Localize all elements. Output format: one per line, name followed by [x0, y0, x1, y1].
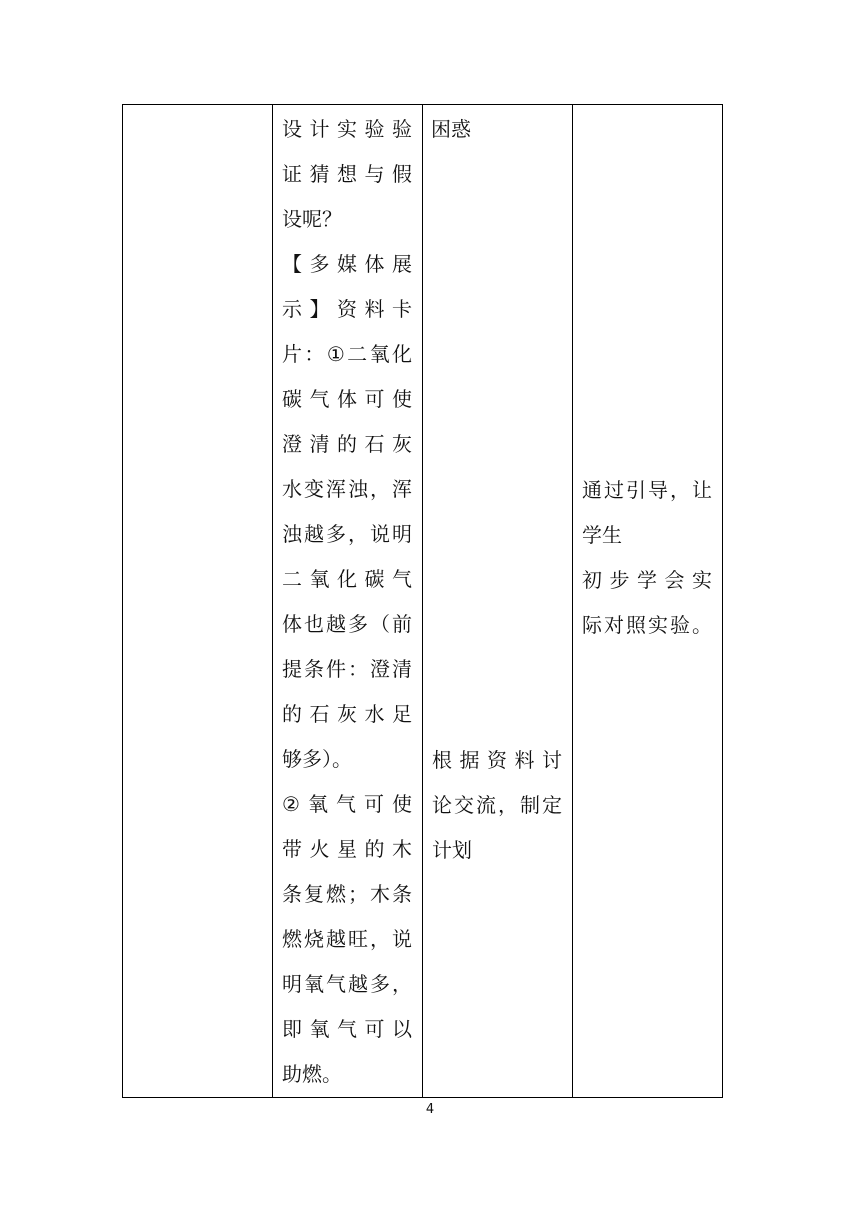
text-line: 体也越多（前 [282, 612, 412, 636]
table-cell-teacher-activity [273, 105, 423, 1098]
text-line: 计划 [432, 838, 472, 862]
text-line: 助燃。 [282, 1062, 342, 1086]
text-line: 设计实验验 [282, 117, 412, 141]
text-line: 够多）。 [282, 747, 352, 771]
text-line: 设呢？ [282, 207, 342, 231]
text-line: ②氧气可使 [282, 792, 412, 816]
text-line: 片：①二氧化 [282, 342, 412, 366]
text-line: 二氧化碳气 [282, 567, 412, 591]
text-line: 示】资料卡 [282, 297, 412, 321]
text-line: 际对照实验。 [582, 613, 712, 637]
text-line: 碳气体可使 [282, 387, 412, 411]
text-line: 条复燃；木条 [282, 882, 412, 906]
text-line: 学生 [582, 523, 622, 547]
text-line: 论交流，制定 [432, 793, 562, 817]
text-line: 提条件：澄清 [282, 657, 412, 681]
text-line: 证猜想与假 [282, 162, 412, 186]
table-cell-student-activity [423, 105, 573, 1098]
text-line: 通过引导，让 [582, 478, 712, 502]
page-number: 4 [425, 1102, 435, 1117]
text-line: 燃烧越旺，说 [282, 927, 412, 951]
text-line: 水变浑浊，浑 [282, 477, 412, 501]
text-line: 困惑 [431, 117, 471, 141]
lesson-plan-table [122, 104, 723, 1098]
text-line: 浊越多，说明 [282, 522, 412, 546]
table-row [123, 105, 723, 1098]
text-line: 澄清的石灰 [282, 432, 412, 456]
text-line: 即氧气可以 [282, 1017, 412, 1041]
text-line: 的石灰水足 [282, 702, 412, 726]
text-line: 根据资料讨 [432, 748, 562, 772]
text-line: 【多媒体展 [282, 252, 412, 276]
table-cell-design-intent [573, 105, 723, 1098]
table-cell-empty [123, 105, 273, 1098]
text-line: 初步学会实 [582, 568, 712, 592]
text-line: 带火星的木 [282, 837, 412, 861]
text-line: 明氧气越多， [282, 972, 412, 996]
